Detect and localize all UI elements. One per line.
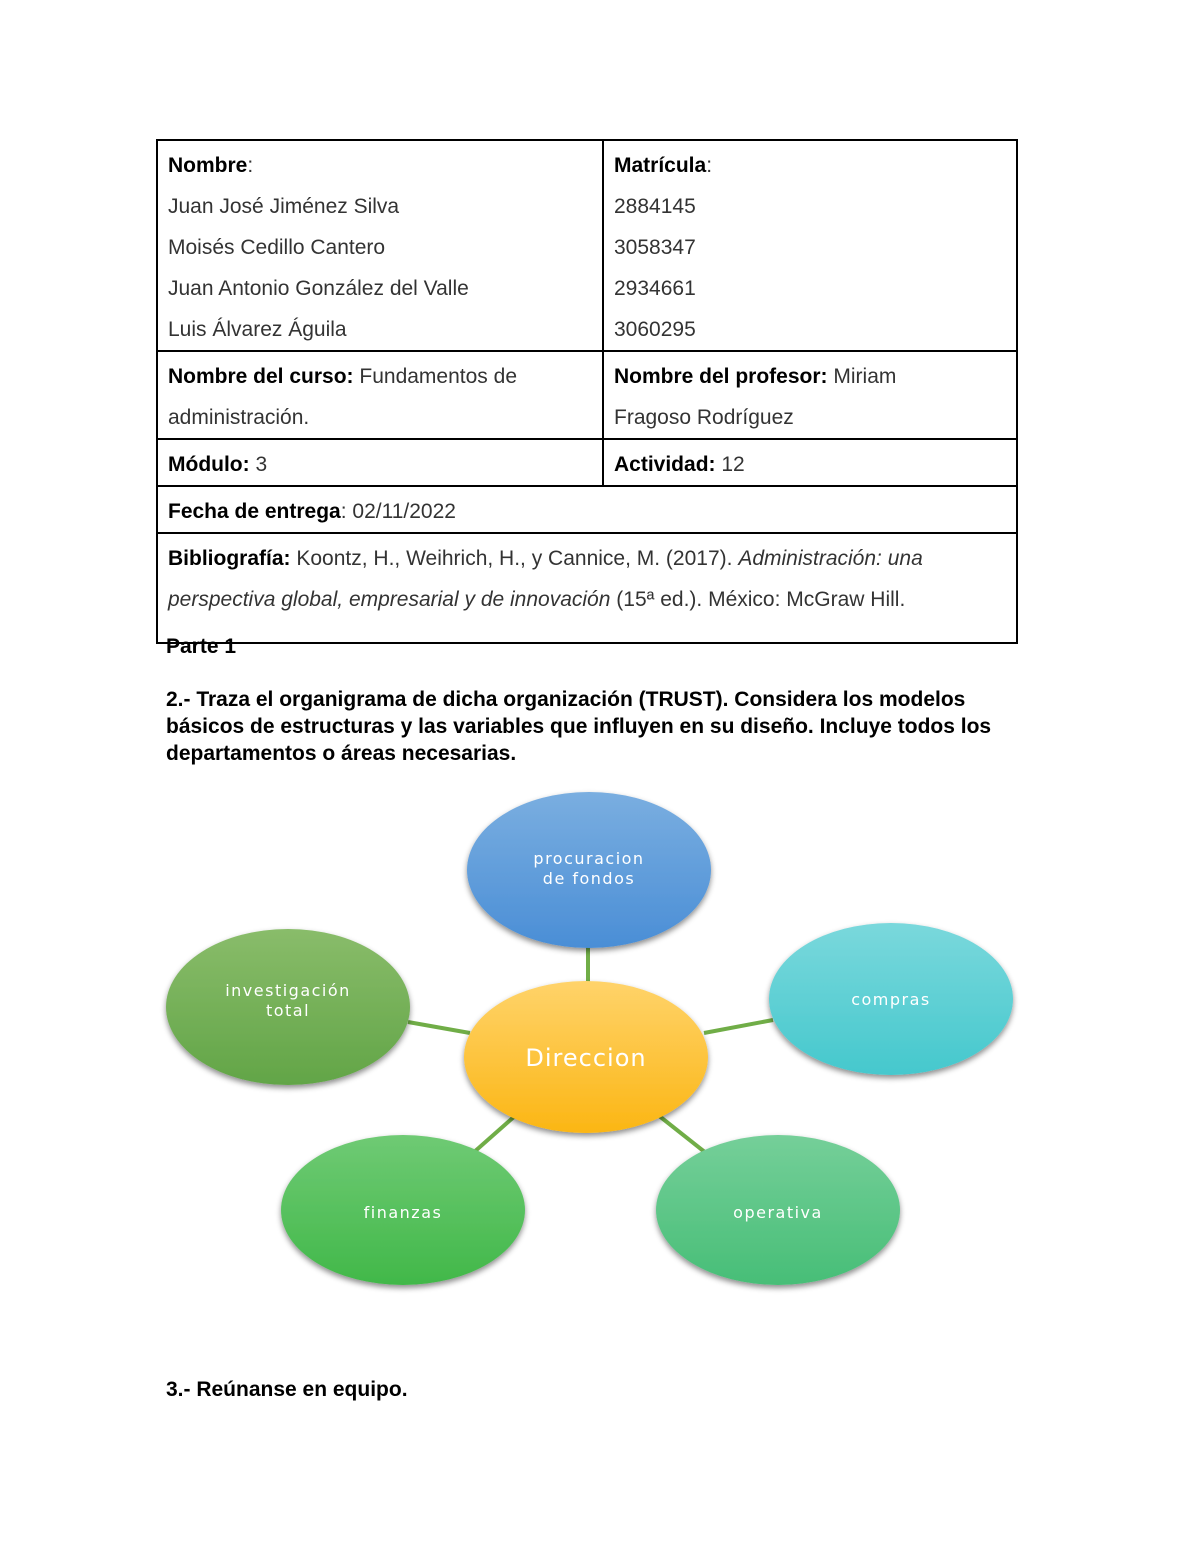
module-cell bbox=[157, 439, 603, 486]
professor-cell bbox=[603, 351, 1017, 439]
bibliography-authors: Koontz, H., Weihrich, H., y Cannice, M. (2017). bbox=[296, 547, 733, 570]
center-label: Direccion bbox=[525, 1044, 647, 1072]
student-id: 2934661 bbox=[614, 277, 696, 300]
bibliography-cell bbox=[157, 533, 1017, 643]
course-value-cont: administración. bbox=[168, 406, 310, 429]
question-2: 2.- Traza el organigrama de dicha organización (TRUST). Considera los modelos básicos de estructuras y las variables que influyen en su diseño. Incluye todos los departamentos o áreas necesarias. bbox=[166, 688, 992, 765]
course-value: Fundamentos de bbox=[359, 365, 517, 388]
course-cell bbox=[157, 351, 603, 439]
student-name: Moisés Cedillo Cantero bbox=[168, 236, 386, 259]
node-operativa bbox=[656, 1135, 900, 1285]
activity-label: Actividad: bbox=[614, 453, 716, 476]
node-label: investigación bbox=[225, 981, 351, 1000]
nombre-label: Nombre bbox=[168, 154, 248, 177]
matricula-label: Matrícula bbox=[614, 154, 707, 177]
activity-cell bbox=[603, 439, 1017, 486]
node-label: compras bbox=[851, 990, 931, 1009]
module-label: Módulo: bbox=[168, 453, 250, 476]
professor-label: Nombre del profesor: bbox=[614, 365, 828, 388]
student-name: Luis Álvarez Águila bbox=[168, 318, 347, 341]
matriculas-cell: Matrícula: 2884145 3058347 2934661 3060295 bbox=[603, 140, 1017, 351]
activity-value: 12 bbox=[721, 453, 745, 476]
names-cell: Nombre: Juan José Jiménez Silva Moisés Cedillo Cantero Juan Antonio González del Valle Luis Álvarez Águila bbox=[157, 140, 603, 351]
student-id: 3060295 bbox=[614, 318, 696, 341]
section-heading: Parte 1 bbox=[166, 635, 237, 658]
node-label: finanzas bbox=[363, 1203, 443, 1222]
date-cell: Fecha de entrega: 02/11/2022 bbox=[157, 486, 1017, 533]
node-procuracion-de-fondos bbox=[467, 792, 711, 948]
connector-bottom-right bbox=[658, 1115, 706, 1153]
node-investigacion-total bbox=[166, 929, 410, 1085]
professor-value-cont: Fragoso Rodríguez bbox=[614, 406, 794, 429]
node-label: de fondos bbox=[542, 869, 636, 888]
node-label: operativa bbox=[733, 1203, 823, 1222]
bibliography-title-cont: una perspectiva global, empresarial y de innovación bbox=[168, 547, 923, 611]
bibliography-label: Bibliografía: bbox=[168, 547, 291, 570]
student-info-table bbox=[156, 139, 1018, 644]
bibliography-end: Hill. bbox=[870, 588, 906, 611]
node-finanzas bbox=[281, 1135, 525, 1285]
bibliography-edition: (15ª ed.). México: McGraw bbox=[616, 588, 865, 611]
connector-bottom-left bbox=[473, 1115, 516, 1153]
date-label: Fecha de entrega bbox=[168, 500, 341, 523]
node-label: total bbox=[265, 1001, 311, 1020]
node-direccion bbox=[464, 981, 708, 1133]
connector-left bbox=[408, 1022, 470, 1033]
course-label: Nombre del curso: bbox=[168, 365, 354, 388]
professor-value: Miriam bbox=[833, 365, 897, 388]
date-value: 02/11/2022 bbox=[352, 500, 456, 523]
student-id: 2884145 bbox=[614, 195, 696, 218]
bibliography-title: Administración: bbox=[738, 547, 882, 570]
student-id: 3058347 bbox=[614, 236, 696, 259]
module-value: 3 bbox=[255, 453, 268, 476]
question-3: 3.- Reúnanse en equipo. bbox=[166, 1378, 408, 1401]
node-compras bbox=[769, 923, 1013, 1075]
connector-right bbox=[704, 1020, 773, 1033]
student-name: Juan Antonio González del Valle bbox=[168, 277, 469, 300]
org-chart-diagram bbox=[156, 785, 1026, 1305]
node-label: procuracion bbox=[533, 849, 645, 868]
student-name: Juan José Jiménez Silva bbox=[168, 195, 400, 218]
